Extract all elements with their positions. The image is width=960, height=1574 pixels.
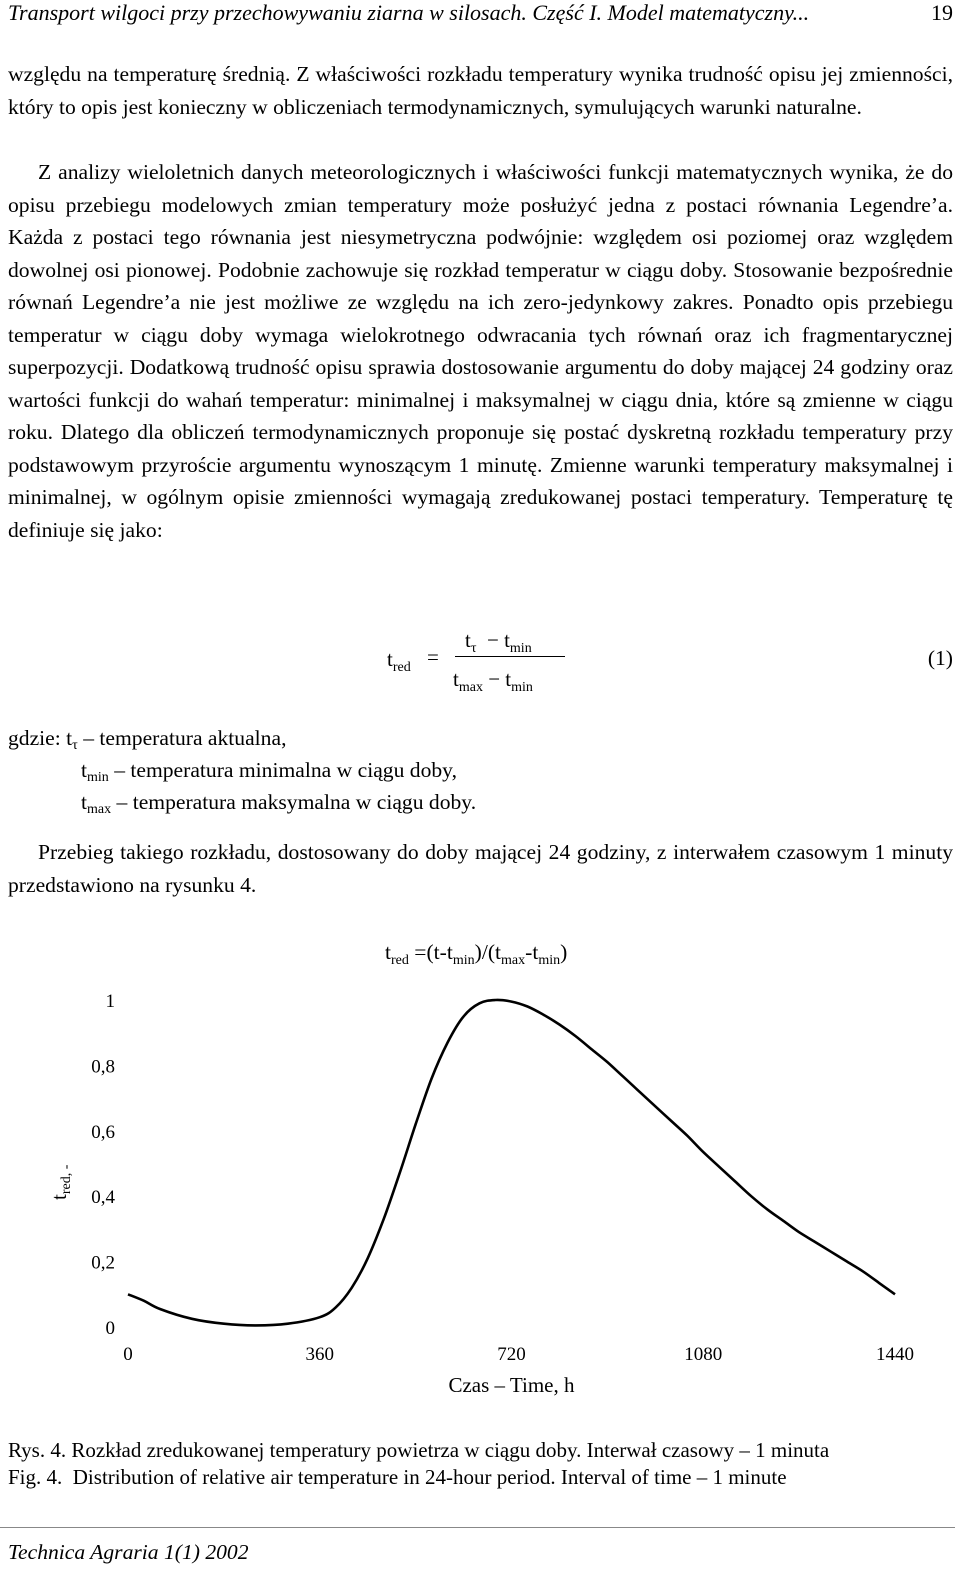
figure-caption-en: Fig. 4. Distribution of relative air temperature in 24-hour period. Interval of time – 1 minute bbox=[8, 1465, 787, 1489]
chart-y-tick-label: 0,4 bbox=[91, 1187, 115, 1209]
eq-denominator: $t_{max} - t_{min}$ bbox=[453, 667, 533, 695]
chart-x-axis-label: Czas – Time, h bbox=[448, 1373, 575, 1397]
chart-y-tick-label: 1 bbox=[105, 991, 115, 1012]
definition-row: gdzie: tτ – temperatura aktualna, bbox=[8, 726, 287, 753]
page-number: 19 bbox=[931, 0, 953, 25]
chart-y-tick-label: 0,2 bbox=[91, 1252, 115, 1274]
running-header bbox=[8, 0, 953, 26]
chart-y-tick-label: 0,6 bbox=[91, 1121, 115, 1143]
footer-divider bbox=[0, 1527, 955, 1528]
chart-x-tick-label: 1080 bbox=[684, 1344, 723, 1365]
chart-x-tick-label: 360 bbox=[305, 1344, 334, 1365]
chart-x-tick-label: 0 bbox=[123, 1344, 133, 1365]
paragraph-1: względu na temperaturę średnią. Z właściwości rozkładu temperatury wynika trudność opisu jej zmienności, który to opis jest konieczny w obliczeniach termodynamicznych, symulujących warunki naturalne. bbox=[8, 62, 953, 119]
eq-fraction-bar bbox=[455, 656, 565, 657]
chart-y-tick-label: 0,8 bbox=[91, 1056, 115, 1078]
equation-1 bbox=[385, 625, 585, 705]
figure-caption-pl: Rys. 4. Rozkład zredukowanej temperatury powietrza w ciągu doby. Interwał czasowy – 1 minuta bbox=[8, 1438, 830, 1462]
chart-x-tick-label: 720 bbox=[497, 1344, 526, 1365]
chart-x-tick-label: 1440 bbox=[876, 1344, 914, 1365]
symbol-definitions bbox=[8, 722, 476, 818]
running-header-title: Transport wilgoci przy przechowywaniu ziarna w silosach. Część I. Model matematyczny... bbox=[8, 0, 810, 25]
paragraph-3: Przebieg takiego rozkładu, dostosowany do doby mającej 24 godziny, z interwałem czasowym 1 minuty przedstawiono na rysunku 4. bbox=[8, 840, 953, 897]
definitions-lead: gdzie: bbox=[8, 726, 61, 750]
chart-y-tick-label: 0 bbox=[105, 1318, 115, 1339]
chart-series-line bbox=[128, 1000, 895, 1325]
chart-title: $t_{red} =(t-t_{min})/(t_{max}-t_{min})$ bbox=[385, 940, 568, 968]
chart-y-axis-label: tred, - bbox=[47, 1164, 74, 1200]
paragraph-2: Z analizy wieloletnich danych meteorologicznych i właściwości funkcji matematycznych wynika, że do opisu przebiegu modelowych zmian temperatury może posłużyć jedna z postaci równania Legendre’a. Każda z postaci tego równania jest niesymetryczna podwójnie: względem osi poziomej oraz względem dowolnej osi pionowej. Podobnie zachowuje się rozkład temperatur w ciągu doby. Stosowanie bezpośrednie równań Legendre’a nie jest możliwe ze względu na ich zero-jedynkowy zakres. Ponadto opis przebiegu temperatur w ciągu doby wymaga wielokrotnego odwracania tych równań oraz ich fragmentarycznej superpozycji. Dodatkową trudność opisu sprawia dostosowanie argumentu do doby mającej 24 godziny oraz wartości funkcji do wahań temperatur: minimalnej i maksymalnej w ciągu dnia, które są zmienne w ciągu roku. Dlatego dla obliczeń termodynamicznych proponuje się postać dyskretną rozkładu temperatury przy podstawowym przyroście argumentu wynoszącym 1 minutę. Zmienne warunki temperatury maksymalnej i minimalnej, w ogólnym opisie zmienności wymagają zredukowanej postaci temperatury. Temperaturę tę definiuje się jako: bbox=[8, 160, 953, 542]
footer-journal: Technica Agraria 1(1) 2002 bbox=[8, 1540, 249, 1564]
definition-row: tmax – temperatura maksymalna w ciągu doby. bbox=[81, 790, 477, 817]
definition-row: tmin – temperatura minimalna w ciągu doby, bbox=[81, 758, 457, 785]
equation-number: (1) bbox=[927, 646, 953, 670]
eq-lhs: $t_{red}$ bbox=[387, 647, 411, 675]
temperature-chart bbox=[0, 970, 960, 1410]
eq-numerator: $t_\tau - t_{min}$ bbox=[465, 628, 532, 656]
eq-equals: = bbox=[427, 645, 439, 669]
